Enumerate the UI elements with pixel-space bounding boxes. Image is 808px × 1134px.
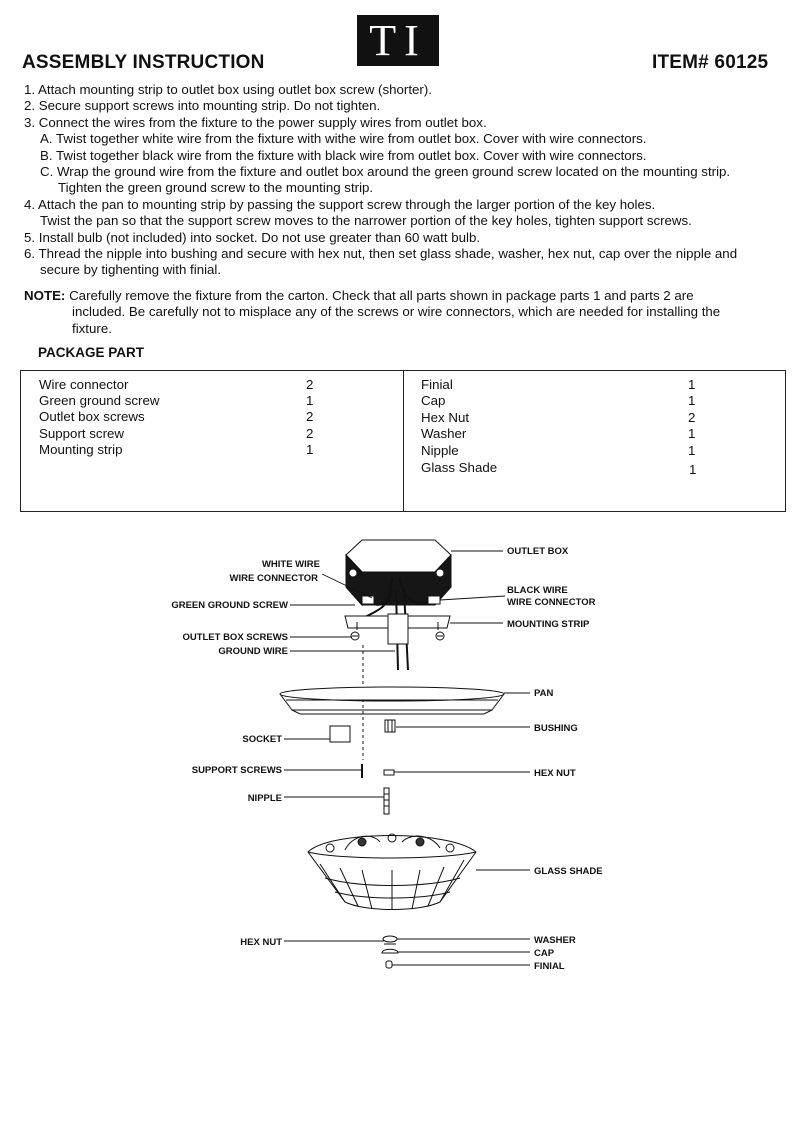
part-name: Outlet box screws [39,409,145,424]
instruction-substep-cont: Tighten the green ground screw to the mounting strip. [58,180,374,196]
label-glass-shade: GLASS SHADE [534,866,603,877]
label-black-wire: BLACK WIRE [507,585,568,596]
note-text: fixture. [72,320,112,336]
part-name: Nipple [421,443,459,458]
exploded-diagram [0,530,808,990]
label-white-wire: WHITE WIRE [261,559,320,570]
instruction-step-cont: Twist the pan so that the support screw moves to the narrower portion of the key holes, tighten support screws. [40,213,692,229]
label-outlet-box-screws: OUTLET BOX SCREWS [182,632,288,643]
label-finial: FINIAL [534,961,565,972]
note-text: included. Be carefully not to misplace any of the screws or wire connectors, which are needed for installing the [72,304,721,320]
label-wire-connector-right: WIRE CONNECTOR [507,597,596,608]
part-name: Hex Nut [421,410,470,425]
note-block [24,288,784,337]
part-qty: 1 [688,377,696,392]
label-outlet-box: OUTLET BOX [507,546,569,557]
part-name: Mounting strip [39,442,123,457]
bushing-drawing [385,720,395,732]
socket-drawing [330,726,350,742]
instruction-step: 6. Thread the nipple into bushing and secure with hex nut, then set glass shade, washer, hex nut, cap over the nipple and [24,246,738,262]
outlet-box-drawing [346,540,451,605]
instruction-step: 4. Attach the pan to mounting strip by passing the support screw through the larger portion of the key holes. [24,196,656,212]
part-qty: 1 [688,426,696,441]
part-qty: 2 [306,377,314,392]
label-washer: WASHER [534,935,576,946]
instruction-step: 2. Secure support screws into mounting strip. Do not tighten. [24,98,381,114]
label-pan: PAN [534,688,554,699]
instruction-step: 1. Attach mounting strip to outlet box using outlet box screw (shorter). [24,82,432,97]
instruction-substep: B. Twist together black wire from the fixture with black wire from outlet box. Cover with wire connectors. [40,147,647,163]
item-number: ITEM# 60125 [652,52,769,73]
wire-connector-left-drawing [362,596,374,604]
label-ground-wire: GROUND WIRE [218,646,288,657]
label-hex-nut-left: HEX NUT [240,937,282,948]
glass-shade-drawing [308,834,476,910]
finial-drawing [386,961,392,968]
nipple-drawing [384,788,389,814]
brand-logo: TI [357,15,439,66]
cap-drawing [382,949,398,953]
instruction-step: 5. Install bulb (not included) into socket. Do not use greater than 60 watt bulb. [24,229,481,245]
label-bushing: BUSHING [534,723,578,734]
instruction-substep: A. Twist together white wire from the fixture with withe wire from outlet box. Cover with wire connectors. [40,131,647,147]
package-part-title: PACKAGE PART [38,345,145,360]
note-label: NOTE: [24,288,66,303]
part-name: Support screw [39,426,124,441]
label-support-screws: SUPPORT SCREWS [191,765,282,776]
label-green-ground-screw: GREEN GROUND SCREW [171,600,288,611]
package-table-divider [403,370,404,511]
part-name: Washer [421,426,467,441]
label-mounting-strip: MOUNTING STRIP [507,619,590,630]
instruction-step: 3. Connect the wires from the fixture to the power supply wires from outlet box. [24,114,487,130]
label-socket: SOCKET [242,734,282,745]
instruction-substep: C. Wrap the ground wire from the fixture and outlet box around the green ground screw located on the mounting strip. [40,164,731,180]
instruction-list [24,82,799,279]
part-qty: 1 [306,393,314,408]
page-title: ASSEMBLY INSTRUCTION [22,52,265,73]
part-qty: 2 [688,410,696,425]
part-qty: 1 [688,443,696,458]
hex-nut-drawing [384,770,394,775]
part-qty: 2 [306,409,314,424]
part-name: Finial [421,377,453,392]
label-hex-nut-right: HEX NUT [534,768,576,779]
label-cap: CAP [534,948,555,959]
part-qty: 1 [306,442,314,457]
pan-drawing [280,687,504,714]
part-name: Green ground screw [39,393,160,408]
washer-drawing [383,936,397,942]
note-text: Carefully remove the fixture from the carton. Check that all parts shown in package parts 1 and parts 2 are [69,288,694,303]
part-qty: 1 [689,462,697,477]
label-nipple: NIPPLE [247,793,282,804]
part-qty: 1 [688,393,696,408]
part-name: Wire connector [39,377,129,392]
label-wire-connector-left: WIRE CONNECTOR [229,573,318,584]
part-qty: 2 [306,426,314,441]
instruction-step-cont: secure by tighenting with finial. [40,262,222,278]
part-name: Cap [421,393,446,408]
part-name: Glass Shade [421,460,498,475]
mounting-strip-drawing [345,614,450,644]
wire-connector-right-drawing [428,596,440,604]
